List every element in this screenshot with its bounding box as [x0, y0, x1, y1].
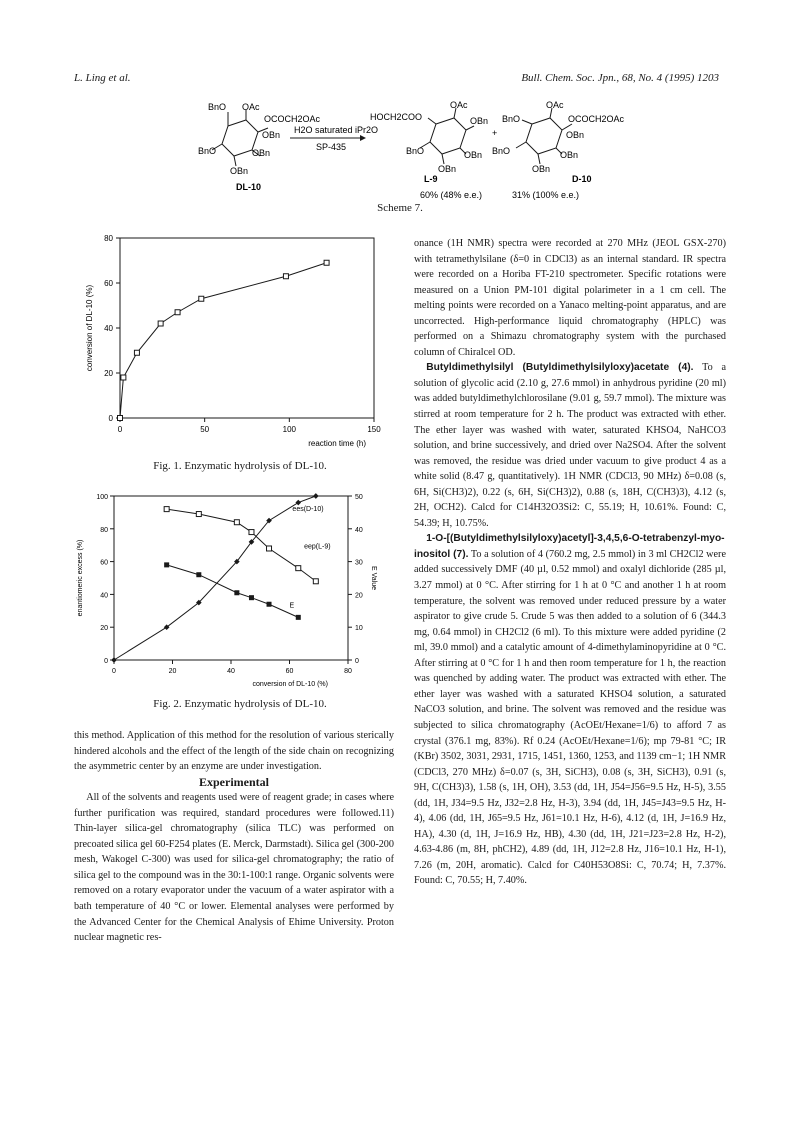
- heading-compound-4: Butyldimethylsilyl (Butyldimethylsilyloxy)acetate (4).: [426, 362, 694, 374]
- right-paragraph-3: To a solution of 4 (760.2 mg, 2.5 mmol) in 3 ml CH2Cl2 were added successively DMF (40 µl, 0.52 mmol) and oxalyl dichloride (285 µl, 3.27 mmol) at 0 °C. After stirring for 1 h at 0 °C and another 1 h at room temperature, the solvent was removed under reduced pressure by a water aspirator to give crude 5. Crude 5 was then added to a solution of 6 (344.3 mg, 0.64 mmol) in CH2Cl2 (6 ml). To this mixture were added pyridine (2 ml, 39.0 mmol) and a catalytic amount of 4-dimethylaminopyridine at 0 °C. After stirring at 0 °C for 1 h and then room temperature for 1 h, the reaction was quenched by adding water. The product was extracted with ether. The ether layer was washed with a saturated KHSO4 solution, a saturated NaCO3 solution, and brine. The solvent was removed and the residue was subjected to silica chromatography (AcOEt/Hexane=1/6) to afford 7 as crystal (376.1 mg, 83%). Rf 0.24 (AcOEt/Hexane=1/6); mp 79-81 °C; IR (KBr) 3502, 3031, 2931, 1715, 1451, 1360, 1253, and 1139 cm−1; 1H NMR (CDCl3, 270 MHz) δ=0.07 (s, 3H, SiCH3), 0.08 (s, 3H, SiCH3), 0.91 (s, 9H, C(CH3)3), 1.58 (s, 1H, OH), 3.53 (dd, 1H, J54=J56=9.5 Hz, H-5), 3.55 (dd, 1H, J34=9.5 Hz, J32=2.8 Hz, H-3), 3.94 (dd, 1H, J45=J43=9.5 Hz, H-4), 4.06 (dd, 1H, J65=9.5 Hz, J61=10.1 Hz, H-6), 4.12 (d, 1H, J=16.9 Hz, HA), 4.30 (d, 1H, J=16.9 Hz, HB), 4.30 (dd, 1H, J21=J23=2.8 Hz, H-2), 4.63-4.86 (m, 8H, phCH2), 4.89 (dd, 1H, J12=2.8 Hz, J16=10.1 Hz, H-1), 7.26 (m, 20H, aromatic). Calcd for C40H53O8Si: C, 70.74; H, 7.37%. Found: C, 70.55; H, 7.40%.: [414, 548, 726, 887]
- eep-point: [164, 562, 169, 567]
- x-tick-label: 80: [344, 668, 352, 675]
- y-tick-label: 40: [104, 324, 113, 333]
- p1-label-5: OBn: [464, 150, 483, 160]
- y2-tick-label: 30: [355, 559, 363, 567]
- eep-point: [249, 595, 254, 600]
- data-point: [118, 416, 123, 421]
- figure-1-caption: Fig. 1. Enzymatic hydrolysis of DL-10.: [153, 460, 327, 472]
- x-tick-label: 20: [168, 668, 177, 675]
- y-tick-label: 20: [104, 369, 113, 378]
- plus-sign: +: [492, 128, 498, 138]
- left-column-text: [74, 728, 394, 946]
- data-point: [121, 375, 126, 380]
- right-paragraph-1: onance (1H NMR) spectra were recorded at 270 MHz (JEOL GSX-270) with tetramethylsilane (δ=0 in CDCl3) as an internal standard. IR spectra were recorded on a Horiba FT-210 spectrometer. Specific rotations were measured on a Union PM-101 digital polarimeter in a 1 cm cell. The melting points were recorded on a Yanaco melting-point apparatus, and are uncorrected. High-performance liquid chromatography (HPLC) was performed on a Shimazu chromatography system with the purchased column of Chiralcel OD.: [414, 238, 726, 358]
- y2-tick-label: 0: [355, 658, 359, 665]
- annotation-e: E: [289, 602, 295, 610]
- eep-point: [196, 572, 201, 577]
- figure-1-chart: [80, 232, 400, 454]
- x-tick-label: 0: [117, 425, 123, 434]
- right-column-text: [414, 236, 726, 1056]
- p1-yield: 60% (48% e.e.): [420, 190, 483, 200]
- data-point: [175, 310, 180, 315]
- reagent-bottom: SP-435: [316, 142, 347, 152]
- p2-label-0: BnO: [502, 114, 521, 124]
- sm-label-6: OBn: [230, 166, 249, 176]
- running-header-authors: L. Ling et al.: [74, 72, 131, 84]
- p2-label-1: OAc: [546, 100, 564, 110]
- sm-label-3: OBn: [262, 130, 281, 140]
- e-point: [234, 520, 239, 525]
- p1-label-4: OBn: [438, 164, 457, 174]
- left-paragraph-1: this method. Application of this method for the resolution of various sterically hindered alcohols and the effect of the length of the side chain on recognizing the asymmetric center by an enzyme are under investigation.: [74, 730, 394, 773]
- y-tick-label: 60: [100, 559, 108, 567]
- reaction-arrow-head: [360, 135, 366, 141]
- eep-point: [296, 615, 301, 620]
- scheme-7-reaction: [180, 98, 640, 202]
- p2-label-6: OBn: [532, 164, 551, 174]
- p1-label-2: OBn: [470, 116, 489, 126]
- left-paragraph-2: All of the solvents and reagents used were of reagent grade; in cases where further purification was required, standard procedures were followed.11) Thin-layer silica-gel chromatography (silica TLC) was performed on precoated silica gel 60-F254 plates (E. Merck, Darmstadt). Silica gel (300-200 mesh, Wakogel C-300) was used for silica-gel chromatography; the ratio of silica gel to the compound was in the 30:1-100:1 range. Organic solvents were removed on a rotary evaporator under the vacuum of a water aspirator with a bath temperature of 40 °C or lower. Elemental analyses were performed by the Advanced Center for the Chemical Analysis of Ehime University. Proton nuclear magnetic res-: [74, 792, 394, 944]
- y-tick-label: 40: [100, 592, 108, 600]
- scheme-7-caption: Scheme 7.: [377, 202, 423, 214]
- series-ees-line: [114, 496, 316, 660]
- y2-tick-label: 40: [355, 526, 363, 534]
- x-axis-label: conversion of DL-10 (%): [252, 681, 328, 688]
- right-paragraph-2: To a solution of glycolic acid (2.10 g, 27.6 mmol) in anhydrous pyridine (20 ml) was added butyldimethylchlorosilane (9.01 g, 59.7 mmol). The mixture was stirred at room temperature for 2 h. The product was extracted with ether. The ether layer was washed with water, saturated KHSO4, NaHCO3 solution, and brine successively, and dried over Na2SO4. After the solvent was removed, the residue was dried under vacuum to give product 4 as a white solid (8.47 g, quantitatively). 1H NMR (CDCl3, 90 MHz) δ=0.08 (s, 6H, Si(CH3)2), 0.22 (s, 6H, Si(CH3)2), 0.88 (s, 18H, C(CH3)3), 4.12 (s, 2H, OCH2). Calcd for C14H32O3Si2: C, 55.19; H, 10.61%. Found: C, 54.39; H, 10.75%.: [414, 362, 726, 529]
- series-line: [120, 263, 327, 418]
- y-tick-label: 60: [104, 279, 113, 288]
- e-point: [313, 579, 318, 584]
- running-header-journal: Bull. Chem. Soc. Jpn., 68, No. 4 (1995) 1203: [521, 72, 719, 84]
- y-tick-label: 20: [100, 625, 108, 633]
- x-tick-label: 100: [282, 425, 297, 434]
- x-axis-label: reaction time (h): [308, 439, 366, 448]
- annotation-ees: ees(D-10): [292, 505, 324, 513]
- p2-label-5: OBn: [560, 150, 579, 160]
- section-heading-experimental: Experimental: [199, 774, 269, 789]
- sm-label-4: BnO: [198, 146, 217, 156]
- p2-label-3: OBn: [566, 130, 585, 140]
- annotation-eep: eep(L-9): [304, 543, 331, 551]
- data-point: [324, 260, 329, 265]
- p2-label-4: BnO: [492, 146, 511, 156]
- y2-axis-label: E Value: [370, 566, 377, 590]
- p1-label-3: BnO: [406, 146, 425, 156]
- x-tick-label: 40: [227, 668, 235, 675]
- e-point: [267, 546, 272, 551]
- eep-point: [267, 602, 272, 607]
- eep-point: [234, 590, 239, 595]
- ees-point: [313, 493, 319, 499]
- p2-yield: 31% (100% e.e.): [512, 190, 580, 200]
- sm-label-1: OAc: [242, 102, 260, 112]
- ees-point: [295, 500, 301, 506]
- y2-tick-label: 20: [355, 592, 363, 600]
- data-point: [134, 350, 139, 355]
- sm-name: DL-10: [236, 182, 262, 192]
- p2-label-2: OCOCH2OAc: [568, 114, 625, 124]
- plot-frame: [120, 238, 374, 418]
- reagent-top: H2O saturated iPr2O: [294, 125, 379, 135]
- x-tick-label: 50: [200, 425, 210, 434]
- x-tick-label: 60: [285, 668, 294, 675]
- heading-compound-7: 1-O-[(Butyldimethylsilyloxy)acetyl]-3,4,5,6-O-tetrabenzyl-myo-inositol (7).: [414, 533, 725, 560]
- y2-tick-label: 10: [355, 625, 363, 633]
- y-tick-label: 80: [100, 526, 108, 534]
- data-point: [283, 274, 288, 279]
- y-axis-label: enantiomeric excess (%): [77, 539, 84, 617]
- p1-label-0: HOCH2COO: [370, 112, 423, 122]
- data-point: [158, 321, 163, 326]
- figure-2-caption: Fig. 2. Enzymatic hydrolysis of DL-10.: [153, 698, 327, 710]
- e-point: [196, 512, 201, 517]
- p1-name: L-9: [424, 174, 438, 184]
- y-tick-label: 0: [108, 414, 113, 423]
- e-point: [249, 530, 254, 535]
- y-axis-label: conversion of DL-10 (%): [85, 284, 94, 372]
- y-tick-label: 80: [104, 234, 113, 243]
- data-point: [199, 296, 204, 301]
- sm-label-2: OCOCH2OAc: [264, 114, 321, 124]
- e-point: [164, 507, 169, 512]
- p2-name: D-10: [572, 174, 592, 184]
- ees-point: [111, 657, 117, 663]
- y-tick-label: 100: [96, 494, 108, 501]
- series-e-line: [167, 509, 316, 581]
- series-eep-line: [167, 565, 299, 617]
- y2-tick-label: 50: [355, 494, 363, 501]
- sm-label-0: BnO: [208, 102, 227, 112]
- x-tick-label: 150: [367, 425, 381, 434]
- y-tick-label: 0: [104, 658, 108, 665]
- figure-2-chart: [72, 490, 392, 698]
- x-tick-label: 0: [112, 668, 116, 675]
- sm-label-5: OBn: [252, 148, 271, 158]
- e-point: [296, 566, 301, 571]
- p1-label-1: OAc: [450, 100, 468, 110]
